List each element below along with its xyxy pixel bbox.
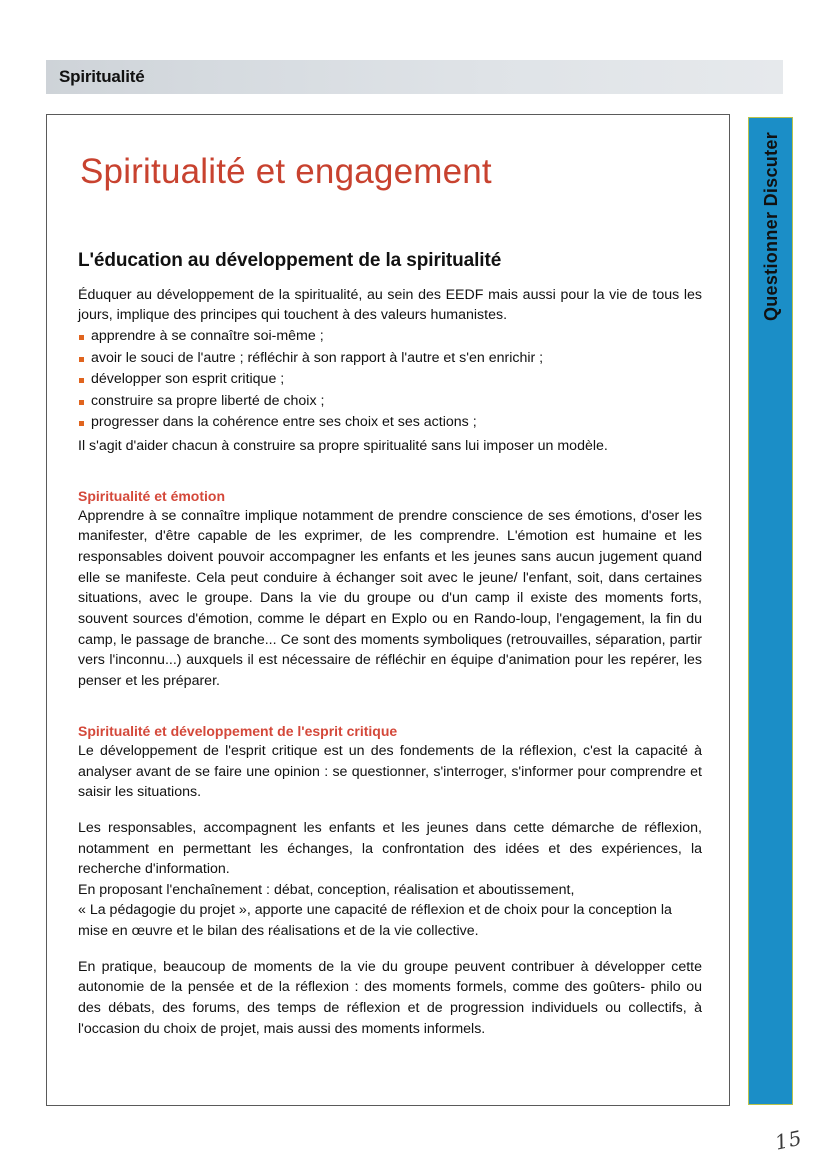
list-item: progresser dans la cohérence entre ses choix et ses actions ;	[78, 412, 702, 434]
section-closing-line: Il s'agit d'aider chacun à construire sa propre spiritualité sans lui imposer un modèle.	[78, 437, 608, 454]
subsection-heading-esprit-critique: Spiritualité et développement de l'esprit critique	[78, 722, 398, 739]
page-title: Spiritualité et engagement	[80, 152, 492, 191]
running-header-title: Spiritualité	[59, 67, 145, 86]
subsection-heading-emotion: Spiritualité et émotion	[78, 487, 226, 504]
section-tab-label: Questionner Discuter	[761, 132, 781, 322]
list-item: apprendre à se connaître soi-même ;	[78, 326, 702, 348]
subsection-emotion-paragraph: Apprendre à se connaître implique notamment de prendre conscience de ses émotions, d'oser les manifester, d'être capable de les exprimer, de les comprendre. L'émotion est humaine et les responsables doivent pouvoir accompagner les enfants et les jeunes sans aucun jugement quand elle se manifeste. Cela peut conduire à échanger soit avec le jeune/ l'enfant, soit, dans certaines situations, avec le groupe. Dans la vie du groupe ou d'un camp il existe des moments forts, souvent sources d'émotion, comme le départ en Explo ou en Rando-loup, l'engagement, la fin du camp, le passage de branche... Ce sont des moments symboliques (retrouvailles, séparation, partir vers l'inconnu...) auxquels il est nécessaire de réfléchir en équipe d'animation pour les repérer, les penser et les préparer.	[78, 507, 702, 690]
subsection-esprit-critique-paragraph-1: Le développement de l'esprit critique est un des fondements de la réflexion, c'est la capacité à analyser avant de se faire une opinion : se questionner, s'interroger, s'informer pour comprendre et saisir les situations.	[78, 742, 702, 801]
page-content-box	[46, 114, 730, 1106]
subsection-esprit-critique-paragraph-2: Les responsables, accompagnent les enfants et les jeunes dans cette démarche de réflexion, notamment en permettant les échanges, la confrontation des idées et des expériences, la recherche d'information.	[78, 819, 702, 878]
subsection-esprit-critique-paragraph-5: En pratique, beaucoup de moments de la vie du groupe peuvent contribuer à développer cette autonomie de la pensée et de la réflexion : des moments formels, comme des goûters- philo ou des débats, des forums, des temps de réflexion et de progression individuels ou collectifs, à l'occasion du choix de projet, mais aussi des moments informels.	[78, 958, 702, 1037]
page-number: 15	[772, 1125, 805, 1155]
section-tab-questionner-discuter	[748, 117, 793, 1105]
running-header-bar	[46, 60, 783, 94]
list-item: avoir le souci de l'autre ; réfléchir à son rapport à l'autre et s'en enrichir ;	[78, 348, 702, 370]
section-heading: L'éducation au développement de la spiritualité	[78, 249, 502, 271]
list-item: développer son esprit critique ;	[78, 369, 702, 391]
list-item: construire sa propre liberté de choix ;	[78, 391, 702, 413]
section-tab-label-wrap	[749, 118, 794, 448]
principles-bullet-list	[78, 326, 702, 434]
section-intro-paragraph: Éduquer au développement de la spiritualité, au sein des EEDF mais aussi pour la vie de tous les jours, implique des principes qui touchent à des valeurs humanistes.	[78, 286, 702, 324]
subsection-esprit-critique-paragraph-3: En proposant l'enchaînement : débat, conception, réalisation et aboutissement,	[78, 881, 575, 898]
subsection-esprit-critique-paragraph-4: « La pédagogie du projet », apporte une capacité de réflexion et de choix pour la conception la mise en œuvre et le bilan des réalisations et de la vie collective.	[78, 902, 672, 940]
